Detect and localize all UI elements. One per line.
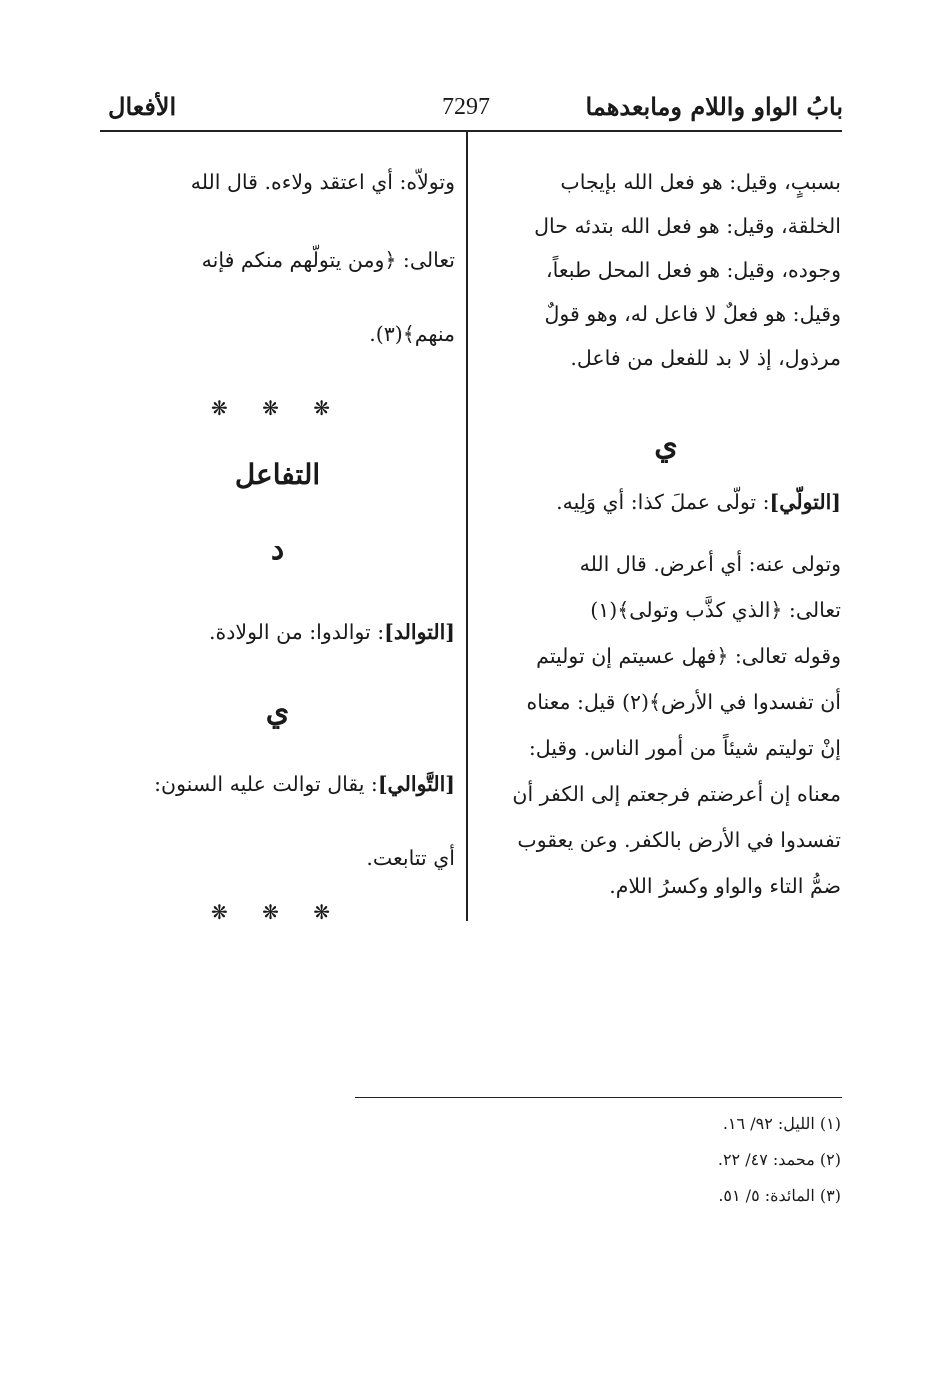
page-number: 7297 xyxy=(442,94,490,120)
header-rule xyxy=(100,130,842,132)
section-separator: ❋ ❋ ❋ xyxy=(211,396,344,420)
text-line: وجوده، وقيل: هو فعل المحل طبعاً، xyxy=(546,258,841,282)
text-line: إنْ توليتم شيئاً من أمور الناس. وقيل: xyxy=(528,736,841,760)
text-line: تعالى: ﴿الذي كذَّب وتولى﴾(١) xyxy=(590,598,841,622)
text-line: تفسدوا في الأرض بالكفر. وعن يعقوب xyxy=(517,828,841,852)
entry-term: [التَّوالي] xyxy=(377,772,455,796)
letter-heading: ي xyxy=(654,428,678,463)
section-heading: التفاعل xyxy=(234,458,321,491)
entry-definition: : توالدوا: من الولادة. xyxy=(209,620,385,644)
column-divider xyxy=(466,131,468,921)
dictionary-entry xyxy=(100,620,455,644)
right-column xyxy=(491,160,841,940)
text-line: مرذول، إذ لا بد للفعل من فاعل. xyxy=(570,346,841,370)
entry-term: [التوالد] xyxy=(384,620,455,644)
dictionary-entry xyxy=(100,772,455,796)
text-line: أن تفسدوا في الأرض﴾(٢) قيل: معناه xyxy=(526,690,841,714)
text-line: أي تتابعت. xyxy=(366,846,455,870)
running-head-section: الأفعال xyxy=(108,92,177,121)
running-head-chapter: بابُ الواو واللام ومابعدهما xyxy=(585,92,843,121)
text-line: الخلقة، وقيل: هو فعل الله بتدئه حال xyxy=(534,214,841,238)
text-line: وقوله تعالى: ﴿فهل عسيتم إن توليتم xyxy=(536,644,841,668)
footnote-rule xyxy=(355,1097,842,1098)
letter-heading: ي xyxy=(265,694,290,729)
section-separator: ❋ ❋ ❋ xyxy=(211,900,344,924)
footnote: (٣) المائدة: ٥/ ٥١. xyxy=(718,1186,841,1205)
dictionary-entry xyxy=(491,490,841,514)
text-line: منهم﴾(٣). xyxy=(369,322,455,346)
text-line: معناه إن أعرضتم فرجعتم إلى الكفر أن xyxy=(512,782,841,806)
entry-definition: : يقال توالت عليه السنون: xyxy=(154,772,378,796)
footnote: (١) الليل: ٩٢/ ١٦. xyxy=(722,1114,841,1133)
text-line: ضمُّ التاء والواو وكسرُ اللام. xyxy=(609,874,841,898)
text-line: بسببٍ، وقيل: هو فعل الله بإيجاب xyxy=(560,170,841,194)
text-line: وتولى عنه: أي أعرض. قال الله xyxy=(579,552,841,576)
text-line: وقيل: هو فعلٌ لا فاعل له، وهو قولٌ xyxy=(544,302,841,326)
entry-term: [التولّي] xyxy=(769,490,841,514)
footnote: (٢) محمد: ٤٧/ ٢٢. xyxy=(717,1150,841,1169)
text-line: وتولاّه: أي اعتقد ولاءه. قال الله xyxy=(190,170,455,194)
entry-definition: : تولّى عملَ كذا: أي وَلِيه. xyxy=(556,490,770,514)
text-line: تعالى: ﴿ومن يتولّهم منكم فإنه xyxy=(201,248,455,272)
letter-heading: د xyxy=(270,532,285,567)
left-column xyxy=(100,160,455,940)
